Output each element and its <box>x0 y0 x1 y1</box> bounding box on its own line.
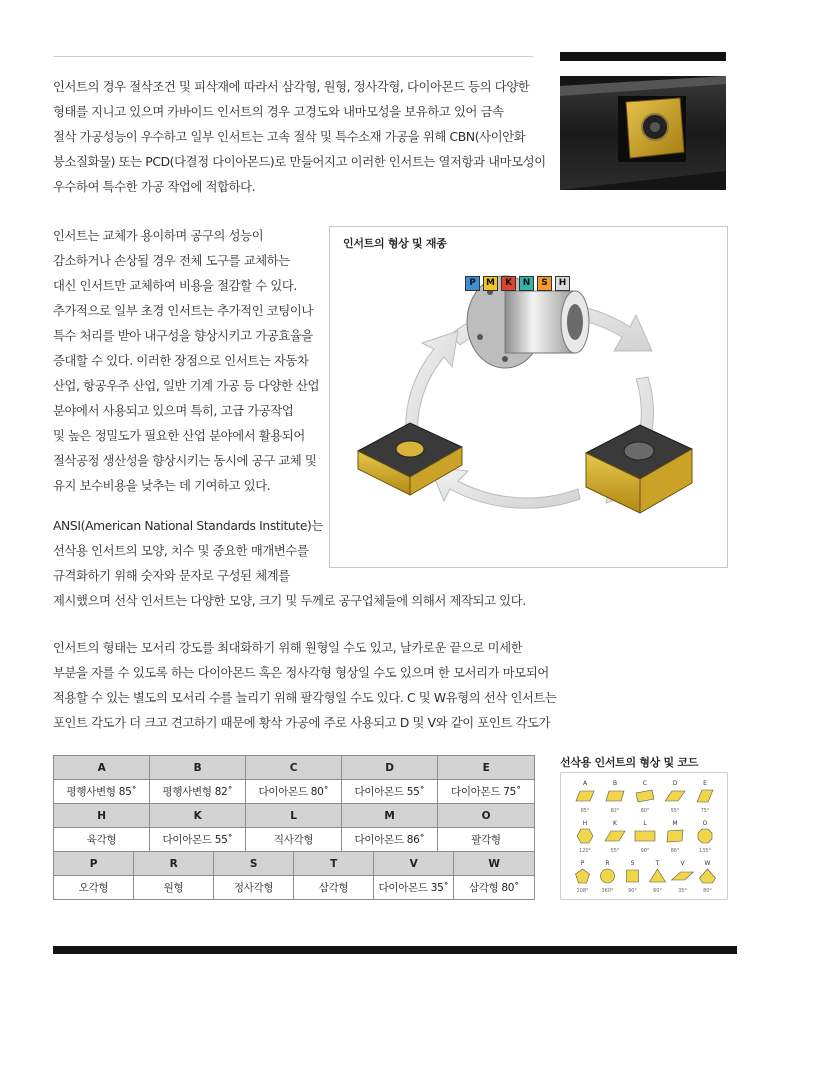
top-divider <box>53 56 533 57</box>
code-angle: 108° <box>576 888 589 894</box>
table-header-cell: P <box>54 852 134 876</box>
text-line: 추가적으로 일부 초경 인서트는 추가적인 코팅이나 <box>53 304 313 318</box>
material-code-m: M <box>483 276 498 291</box>
material-code-badges <box>465 276 570 291</box>
code-angle: 85° <box>580 808 590 814</box>
table-cell: 다이아몬드 86˚ <box>342 828 438 852</box>
code-letter: K <box>613 820 617 827</box>
text-line: 포인트 각도가 더 크고 견고하기 때문에 황삭 가공에 주로 사용되고 D 및 V와 같이 포인트 각도가 <box>53 716 551 730</box>
table-cell: 평행사변형 85˚ <box>54 780 150 804</box>
insert-shape-h <box>577 829 593 843</box>
code-angle: 135° <box>698 848 712 854</box>
insert-shape-b <box>606 791 624 801</box>
table-header-cell: A <box>54 756 150 780</box>
code-angle: 90° <box>628 888 637 894</box>
text-line: 감소하거나 손상될 경우 전체 도구를 교체하는 <box>53 254 290 268</box>
code-angle: 60° <box>653 888 662 894</box>
text-line: ANSI(American National Standards Institute)는 <box>53 519 324 533</box>
table-cell: 다이아몬드 35˚ <box>374 876 454 900</box>
code-angle: 82° <box>610 808 620 814</box>
shape-table-bottom <box>53 851 535 900</box>
insert-tool-photo <box>560 76 726 190</box>
text-line: 붕소질화물) 또는 PCD(다결정 다이아몬드)로 만들어지고 이러한 인서트는 열저항과 내마모성이 <box>53 155 546 169</box>
text-line: 인서트는 교체가 용이하며 공구의 성능이 <box>53 229 264 243</box>
advantages-paragraph <box>53 224 319 499</box>
text-line: 우수하여 특수한 가공 작업에 적합하다. <box>53 180 256 194</box>
code-letter: T <box>655 860 660 867</box>
text-line: 유지 보수비용을 낮추는 데 기여하고 있다. <box>53 479 271 493</box>
text-line: 절삭 가공성능이 우수하고 일부 인서트는 고속 절삭 및 특수소재 가공을 위해 CBN(사이안화 <box>53 130 526 144</box>
table-cell: 정사각형 <box>214 876 294 900</box>
text-line: 인서트의 경우 절삭조건 및 피삭재에 따라서 삼각형, 원형, 정사각형, 다이아몬드 등의 다양한 <box>53 80 530 94</box>
text-line: 절삭공정 생산성을 향상시키는 동시에 공구 교체 및 <box>53 454 317 468</box>
code-letter: D <box>672 780 678 787</box>
text-line: 규격화하기 위해 숫자와 문자로 구성된 체계를 <box>53 569 290 583</box>
table-header-cell: R <box>134 852 214 876</box>
insert-shape-table <box>53 755 535 900</box>
text-line: 형태를 지니고 있으며 카바이드 인서트의 경우 고경도와 내마모성을 보유하고 있어 금속 <box>53 105 504 119</box>
table-header-cell: B <box>150 756 246 780</box>
table-header-cell: O <box>438 804 535 828</box>
text-line: 제시했으며 선삭 인서트는 다양한 모양, 크기 및 두께로 공구업체들에 의해서 제작되고 있다. <box>53 594 526 608</box>
code-letter: S <box>630 860 635 867</box>
code-letter: V <box>680 860 685 867</box>
ansi-paragraph <box>53 514 526 614</box>
insert-shape-s <box>627 870 639 882</box>
table-cell: 오각형 <box>54 876 134 900</box>
code-letter: C <box>642 780 648 787</box>
table-header-cell: H <box>54 804 150 828</box>
insert-shape-o <box>698 829 712 843</box>
text-line: 인서트의 형태는 모서리 강도를 최대화하기 위해 원형일 수도 있고, 날카로운 끝으로 미세한 <box>53 641 523 655</box>
code-letter: P <box>580 860 585 867</box>
insert-shape-d <box>665 791 685 801</box>
table-header-cell: S <box>214 852 294 876</box>
insert-shape-p <box>576 869 590 883</box>
material-code-p: P <box>465 276 480 291</box>
table-cell: 직사각형 <box>246 828 342 852</box>
insert-code-shapes <box>561 773 727 899</box>
text-line: 선삭용 인서트의 모양, 치수 및 중요한 매개변수를 <box>53 544 309 558</box>
material-code-k: K <box>501 276 516 291</box>
code-letter: L <box>643 820 647 827</box>
top-accent-bar <box>560 52 726 61</box>
code-angle: 86° <box>670 848 680 854</box>
table-header-cell: L <box>246 804 342 828</box>
text-line: 적용할 수 있는 별도의 모서리 수를 늘리기 위해 팔각형일 수도 있다. C 및 W유형의 선삭 인서트는 <box>53 691 557 705</box>
table-cell: 다이아몬드 80˚ <box>246 780 342 804</box>
code-panel-title: 선삭용 인서트의 형상 및 코드 <box>560 756 699 769</box>
text-line: 산업, 항공우주 산업, 일반 기계 가공 등 다양한 산업 <box>53 379 320 393</box>
insert-shape-t <box>650 869 666 882</box>
code-angle: 35° <box>678 888 687 894</box>
code-letter: H <box>582 820 588 827</box>
material-code-h: H <box>555 276 570 291</box>
insert-shape-c <box>636 790 654 802</box>
code-angle: 80° <box>703 888 712 894</box>
table-cell: 삼각형 <box>294 876 374 900</box>
diagram-title: 인서트의 형상 및 재종 <box>343 237 447 250</box>
shape-table-top <box>53 755 535 852</box>
table-cell: 다이아몬드 55˚ <box>342 780 438 804</box>
insert-shape-l <box>635 831 655 841</box>
table-header-cell: D <box>342 756 438 780</box>
table-cell: 팔각형 <box>438 828 535 852</box>
table-header-cell: V <box>374 852 454 876</box>
table-cell: 다이아몬드 75˚ <box>438 780 535 804</box>
table-cell: 원형 <box>134 876 214 900</box>
bottom-divider <box>53 946 737 954</box>
insert-shape-m <box>667 830 683 842</box>
code-angle: 120° <box>578 848 592 854</box>
shape-paragraph <box>53 636 557 736</box>
table-header-cell: C <box>246 756 342 780</box>
insert-code-panel <box>560 772 728 900</box>
code-angle: 90° <box>640 848 650 854</box>
insert-shape-r <box>601 869 615 883</box>
text-line: 및 높은 정밀도가 필요한 산업 분야에서 활용되어 <box>53 429 305 443</box>
text-line: 증대할 수 있다. 이러한 장점으로 인서트는 자동차 <box>53 354 309 368</box>
material-code-s: S <box>537 276 552 291</box>
insert-shape-e <box>697 790 713 802</box>
table-header-cell: W <box>454 852 535 876</box>
code-letter: B <box>612 780 618 787</box>
code-angle: 55° <box>670 808 680 814</box>
insert-shape-v <box>672 872 694 880</box>
intro-paragraph <box>53 75 546 200</box>
table-cell: 육각형 <box>54 828 150 852</box>
code-letter: A <box>582 780 588 787</box>
insert-shape-a <box>576 791 594 801</box>
code-letter: R <box>605 860 610 867</box>
code-angle: 360° <box>601 888 614 894</box>
code-angle: 55° <box>610 848 620 854</box>
table-header-cell: E <box>438 756 535 780</box>
table-cell: 다이아몬드 55˚ <box>150 828 246 852</box>
code-angle: 80° <box>640 808 650 814</box>
text-line: 분야에서 사용되고 있으며 특히, 고급 가공작업 <box>53 404 294 418</box>
insert-shape-w <box>700 869 716 883</box>
text-line: 대신 인서트만 교체하여 비용을 절감할 수 있다. <box>53 279 297 293</box>
code-angle: 75° <box>700 808 710 814</box>
table-header-cell: T <box>294 852 374 876</box>
table-cell: 평행사변형 82˚ <box>150 780 246 804</box>
insert-shape-k <box>605 831 625 841</box>
table-header-cell: K <box>150 804 246 828</box>
material-code-n: N <box>519 276 534 291</box>
text-line: 특수 처리를 받아 내구성을 향상시키고 가공효율을 <box>53 329 313 343</box>
code-letter: E <box>703 780 707 787</box>
table-header-cell: M <box>342 804 438 828</box>
code-letter: W <box>704 860 711 867</box>
table-cell: 삼각형 80˚ <box>454 876 535 900</box>
code-letter: O <box>702 820 708 827</box>
text-line: 부분을 자를 수 있도록 하는 다이아몬드 혹은 정사각형 형상일 수도 있으며 한 모서리가 마모되어 <box>53 666 549 680</box>
code-letter: M <box>672 820 678 827</box>
